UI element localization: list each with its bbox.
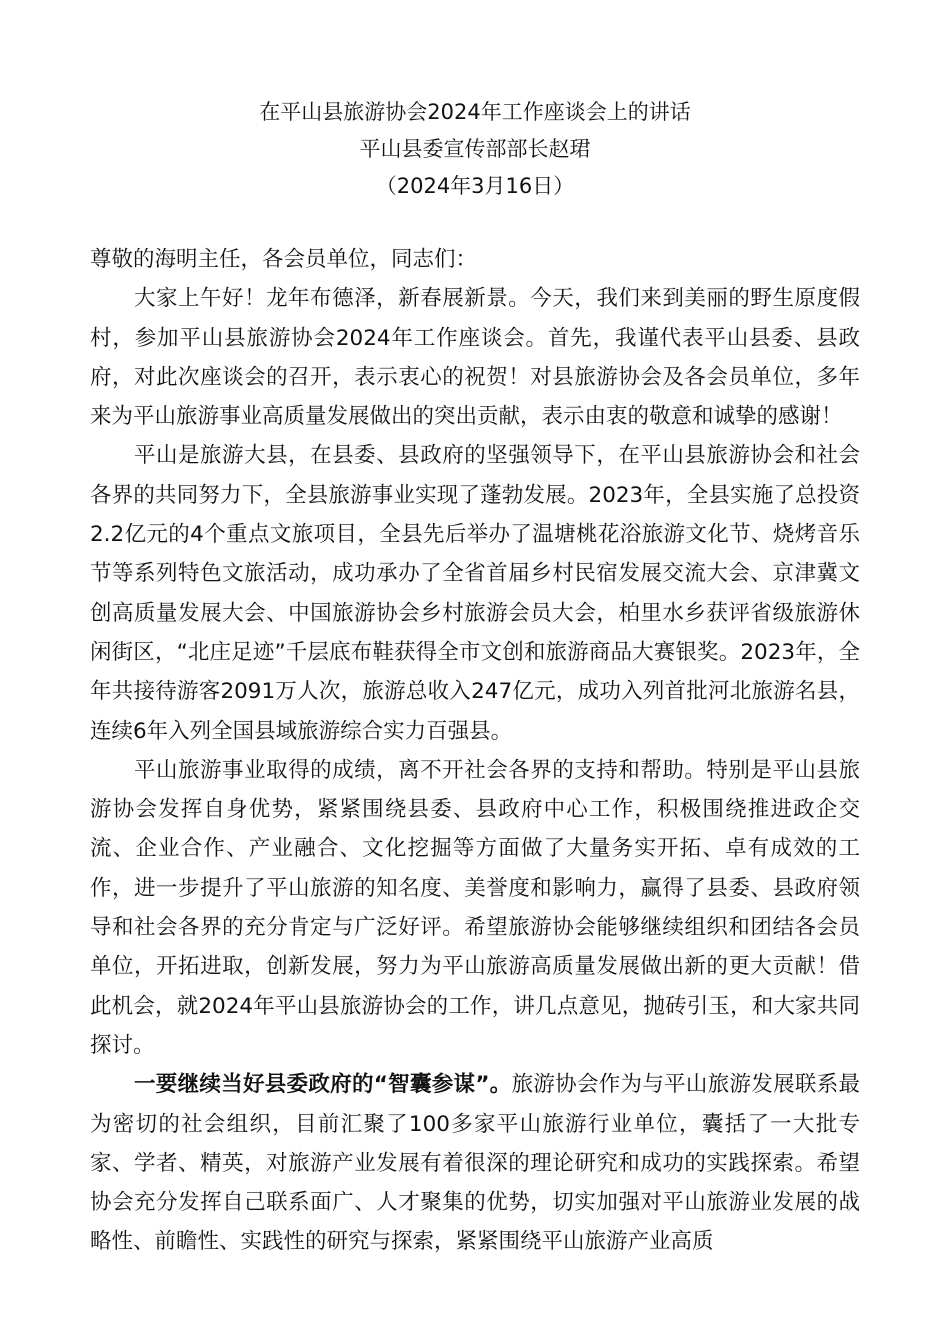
- point-one-heading: 一要继续当好县委政府的“智囊参谋”。: [134, 1072, 512, 1098]
- paragraph-achievements: 平山是旅游大县，在县委、县政府的坚强领导下，在平山县旅游协会和社会各界的共同努力下，全县旅游事业实现了蓬勃发展。2023年，全县实施了总投资2.2亿元的4个重点文旅项目，全县先后举办了温塘桃花浴旅游文化节、烧烤音乐节等系列特色文旅活动，成功承办了全省首届乡村民宿发展交流大会、京津冀文创高质量发展大会、中国旅游协会乡村旅游会员大会，柏里水乡获评省级旅游休闲街区，“北庄足迹”千层底布鞋获得全市文创和旅游商品大赛银奖。2023年，全年共接待游客2091万人次，旅游总收入247亿元，成功入列首批河北旅游名县，连续6年入列全国县域旅游综合实力百强县。: [90, 443, 860, 744]
- document-header: [0, 94, 950, 205]
- speech-body: [90, 240, 860, 1262]
- speech-date: （2024年3月16日）: [375, 174, 575, 198]
- salutation: 尊敬的海明主任，各会员单位，同志们：: [90, 247, 478, 272]
- paragraph-thanks: 平山旅游事业取得的成绩，离不开社会各界的支持和帮助。特别是平山县旅游协会发挥自身优势，紧紧围绕县委、县政府中心工作，积极围绕推进政企交流、企业合作、产业融合、文化挖掘等方面做了大量务实开拓、卓有成效的工作，进一步提升了平山旅游的知名度、美誉度和影响力，赢得了县委、县政府领导和社会各界的充分肯定与广泛好评。希望旅游协会能够继续组织和团结各会员单位，开拓进取，创新发展，努力为平山旅游高质量发展做出新的更大贡献！借此机会，就2024年平山县旅游协会的工作，讲几点意见，抛砖引玉，和大家共同探讨。: [90, 757, 860, 1058]
- point-one-text: 旅游协会作为与平山旅游发展联系最为密切的社会组织，目前汇聚了100多家平山旅游行业单位，囊括了一大批专家、学者、精英，对旅游产业发展有着很深的理论研究和成功的实践探索。希望协会充分发挥自己联系面广、人才聚集的优势，切实加强对平山旅游业发展的战略性、前瞻性、实践性的研究与探索，紧紧围绕平山旅游产业高质: [90, 1072, 860, 1255]
- speaker-line: 平山县委宣传部部长赵珺: [359, 137, 591, 161]
- paragraph-opening: 大家上午好！龙年布德泽，新春展新景。今天，我们来到美丽的野生原度假村，参加平山县旅游协会2024年工作座谈会。首先，我谨代表平山县委、县政府，对此次座谈会的召开，表示衷心的祝贺！对县旅游协会及各会员单位，多年来为平山旅游事业高质量发展做出的突出贡献，表示由衷的敬意和诚挚的感谢！: [90, 286, 860, 430]
- document-title: 在平山县旅游协会2024年工作座谈会上的讲话: [259, 100, 691, 124]
- paragraph-point-one: [90, 1065, 860, 1261]
